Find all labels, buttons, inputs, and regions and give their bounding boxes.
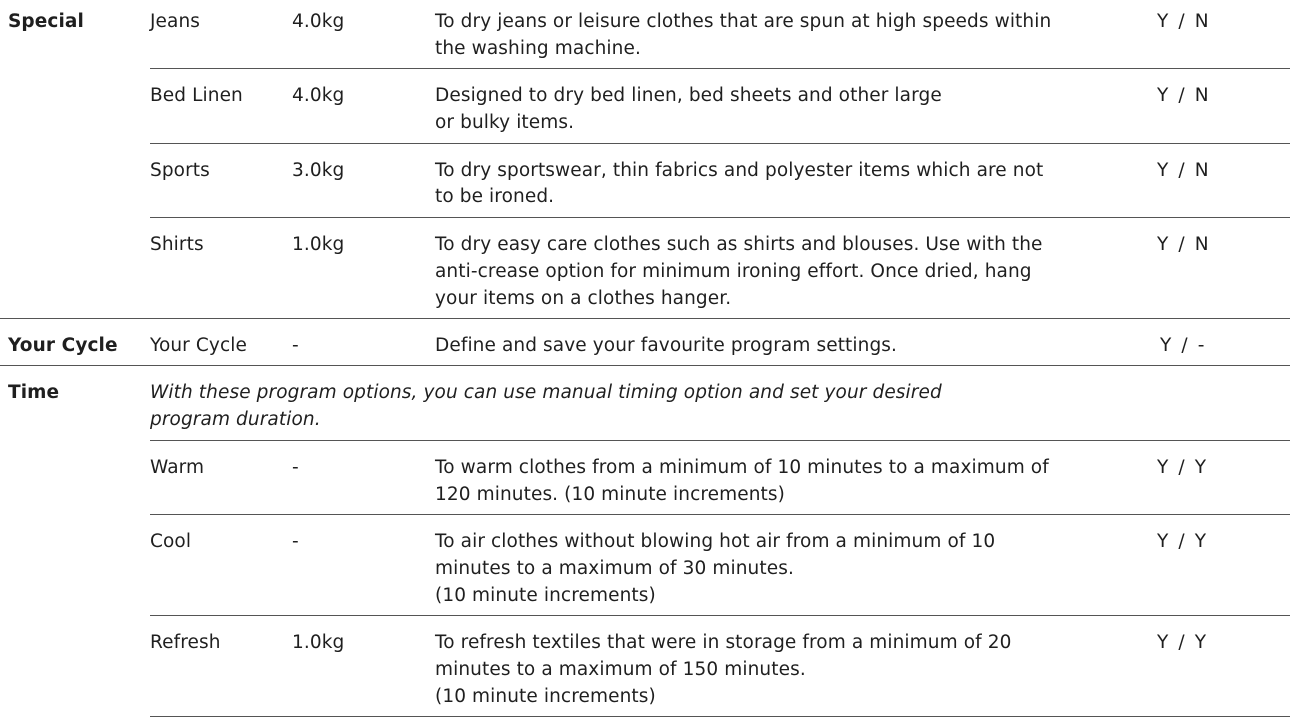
row-divider xyxy=(150,217,1290,218)
category-your-cycle: Your Cycle xyxy=(8,335,118,356)
description-line: 120 minutes. (10 minute increments) xyxy=(435,484,785,505)
max-load: 3.0kg xyxy=(292,160,345,181)
group-intro-line: program duration. xyxy=(150,409,321,430)
description-line: minutes to a maximum of 30 minutes. xyxy=(435,558,794,579)
description-line: anti-crease option for minimum ironing effort. Once dried, hang xyxy=(435,261,1032,282)
row-divider xyxy=(150,615,1290,616)
description-line: or bulky items. xyxy=(435,112,575,133)
description-line: To dry jeans or leisure clothes that are spun at high speeds within xyxy=(435,11,1052,32)
options-availability: Y / Y xyxy=(1157,531,1207,552)
program-name: Sports xyxy=(150,160,210,181)
options-availability: Y / N xyxy=(1157,160,1209,181)
description-line: the washing machine. xyxy=(435,38,641,59)
group-intro-line: With these program options, you can use manual timing option and set your desired xyxy=(150,382,942,403)
options-availability: Y / N xyxy=(1157,11,1209,32)
row-divider xyxy=(150,514,1290,515)
description-line: Designed to dry bed linen, bed sheets and other large xyxy=(435,85,942,106)
description-line: minutes to a maximum of 150 minutes. xyxy=(435,659,806,680)
description-line: Define and save your favourite program settings. xyxy=(435,335,898,356)
description-line: (10 minute increments) xyxy=(435,585,656,606)
row-divider xyxy=(150,440,1290,441)
description-line: To air clothes without blowing hot air from a minimum of 10 xyxy=(435,531,996,552)
max-load: 4.0kg xyxy=(292,85,345,106)
description-line: to be ironed. xyxy=(435,186,555,207)
program-name: Warm xyxy=(150,457,205,478)
row-divider xyxy=(150,716,1290,717)
max-load: - xyxy=(292,457,299,478)
row-divider xyxy=(150,68,1290,69)
description-line: (10 minute increments) xyxy=(435,686,656,707)
program-name: Cool xyxy=(150,531,192,552)
description-line: To dry sportswear, thin fabrics and polyester items which are not xyxy=(435,160,1044,181)
group-divider xyxy=(0,365,1290,366)
options-availability: Y / N xyxy=(1157,85,1209,106)
options-availability: Y / - xyxy=(1160,335,1205,356)
program-name: Refresh xyxy=(150,632,221,653)
options-availability: Y / N xyxy=(1157,234,1209,255)
description-line: your items on a clothes hanger. xyxy=(435,288,732,309)
group-divider xyxy=(0,318,1290,319)
program-name: Jeans xyxy=(150,11,201,32)
description-line: To dry easy care clothes such as shirts and blouses. Use with the xyxy=(435,234,1043,255)
row-divider xyxy=(150,143,1290,144)
options-availability: Y / Y xyxy=(1157,632,1207,653)
program-name: Bed Linen xyxy=(150,85,243,106)
description-line: To warm clothes from a minimum of 10 minutes to a maximum of xyxy=(435,457,1049,478)
category-time: Time xyxy=(8,382,60,403)
max-load: - xyxy=(292,335,299,356)
program-name: Your Cycle xyxy=(150,335,247,356)
max-load: 1.0kg xyxy=(292,234,345,255)
options-availability: Y / Y xyxy=(1157,457,1207,478)
category-special: Special xyxy=(8,11,84,32)
description-line: To refresh textiles that were in storage from a minimum of 20 xyxy=(435,632,1012,653)
program-name: Shirts xyxy=(150,234,204,255)
max-load: 1.0kg xyxy=(292,632,345,653)
max-load: - xyxy=(292,531,299,552)
max-load: 4.0kg xyxy=(292,11,345,32)
